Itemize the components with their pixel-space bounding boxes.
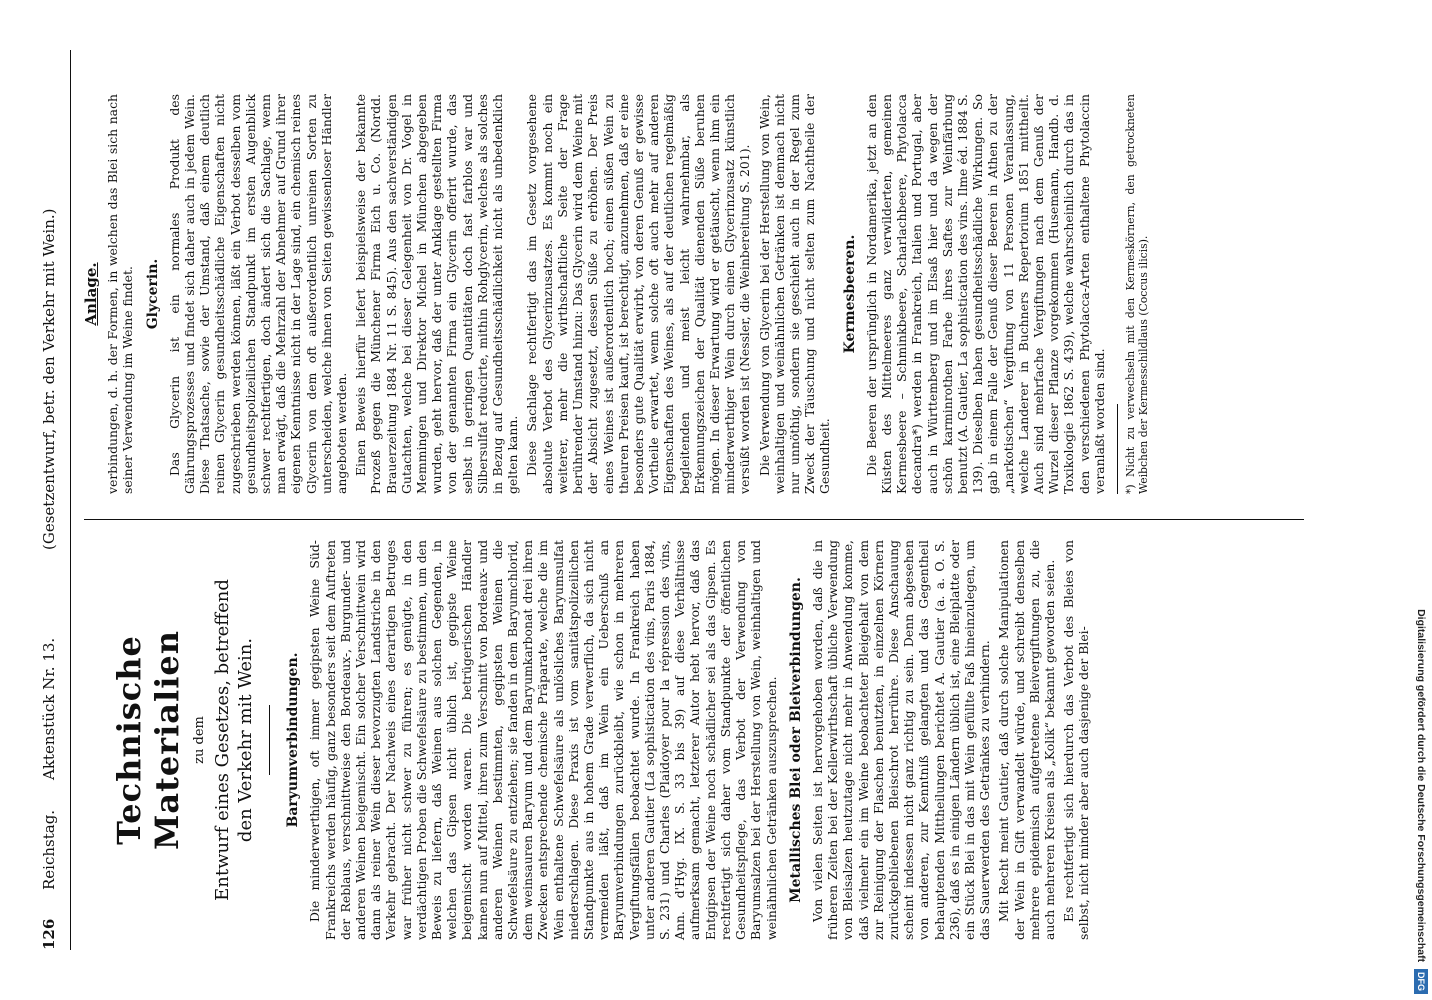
paragraph: verbindungen, d. h. der Formen, in welchen das Blei sich nach seiner Verwendung im Weine findet. [105,94,136,494]
section-heading: Kermesbeeren. [841,234,858,354]
footnote-rule [1117,404,1118,494]
left-column [84,540,1096,940]
title-subtitle: Entwurf eines Gesetzes, betreffend den Verkehr mit Wein. [212,579,257,901]
header-aktenstueck: Aktenstück Nr. 13. [40,637,58,780]
paragraph: Von vielen Seiten ist hervorgehoben worden, daß die in früheren Zeiten bei der Kellerwirthschaft übliche Verwendung von Bleisalzen heutzutage nicht mehr in Anwendung komme, daß vielmehr ein im Weine beobachteter Bleigehalt von dem zur Reinigung der Flaschen benutzten, in einzelnen Körnern zurückgebliebenen Bleischrot herrühre. Diese Anschauung scheint indessen nicht ganz richtig zu sein. Denn abgesehen von anderen, zur Kenntniß gelangten und das Gegentheil behauptenden Mittheilungen berichtet A. Gautier (a. a. O. S. 236), daß es in einigen Ländern üblich ist, eine Bleiplatte oder ein Stück Blei in das mit Wein gefüllte Faß hineinzulegen, um das Sauerwerden des Getränkes zu verhindern. [809,540,993,940]
paragraph: Diese Sachlage rechtfertigt das im Gesetz vorgesehene absolute Verbot des Glycerinzusatzes. Es kommt noch ein weiterer, mehr die wirthschaftliche Seite der Frage berührender Umstand hinzu: Das Glycerin wird dem Weine mit der Absicht zugesetzt, dessen Süße zu erhöhen. Der Preis eines Weines ist außerordentlich hoch; einen süßen Wein zu theuren Preisen kauft, ist berechtigt, anzunehmen, daß er eine besonders gute Qualität erwirbt, von deren Genuß er gewisse Vortheile erwartet, wenn solche oft auch mehr auf anderen Eigenschaften des Weines, als auf der deutlichen regelmäßig begleitenden und meist leicht wahrnehmbar, als Erkennungszeichen der Qualität dienenden Süße beruhen mögen. In dieser Erwartung wird er getäuscht, wenn ihm ein minderwerthiger Wein durch einen Glycerinzusatz künstlich versüßt worden ist (Nessler, die Weinbereitung S. 201). [524,94,753,494]
paragraph: Die Verwendung von Glycerin bei der Herstellung von Wein, weinhaltigen und weinähnlichen Getränken ist demnach nicht nur unnöthig, sondern sie geschieht auch in der Regel zum Zweck der Täuschung und nicht selten zum Nachtheile der Gesundheit. [756,94,833,494]
paragraph: Die minderwerthigen, oft immer gegipsten Weine Süd-Frankreichs werden häufig, ganz besonders seit dem Auftreten der Reblaus, verschnittweise den Bordeaux-, Burgunder- und anderen Weinen beigemischt. Ein solcher Verschnittwein wird dann als reiner Wein dieser bevorzugten Landstriche in den Verkehr gebracht. Der Nachweis eines derartigen Betruges war früher nicht schwer zu führen; es genügte, in den verdächtigen Proben die Schwefelsäure zu bestimmen, um den Beweis zu liefern, daß Weinen aus solchen Gegenden, in welchen das Gipsen nicht üblich ist, gegipste Weine beigemischt worden waren. Die betrügerischen Händler kamen nun auf Mittel, ihren zum Verschnitt von Bordeaux- und anderen Weinen bestimmten, gegipsten Weinen die Schwefelsäure zu entziehen; sie fanden in dem Baryumchlorid, dem weinsauren Baryum und dem Baryumkarbonat drei ihren Zwecken entsprechende chemische Präparate, welche die im Wein enthaltene Schwefelsäure als unlösliches Baryumsulfat niederschlagen. Diese Praxis ist vom sanitätspolizeilichen Standpunkte aus in hohem Grade verwerflich, da sich nicht vermeiden läßt, daß im Wein ein Ueberschuß an Baryumverbindungen zurückbleibt, wie schon in mehreren Vergiftungsfällen beobachtet wurde. In Frankreich haben unter anderen Gautier (La sophistication des vins, Paris 1884, S. 231) und Charles (Plaidoyer pour la répression des vins, Ann. d'Hyg. IX. S. 33 bis 39) auf diese Verhältnisse aufmerksam gemacht, letzterer Autor hebt hervor, daß das Entgipsen der Weine noch schädlicher sei als das Gipsen. Es rechtfertigt sich daher vom Standpunkte der öffentlichen Gesundheitspflege, das Verbot der Verwendung von Baryumsalzen bei der Herstellung von Wein, weinhaltigen und weinähnlichen Getränken auszusprechen. [307,540,779,940]
main-title: Technische Materialien [110,630,186,850]
header-gesetzentwurf: (Gesetzentwurf, betr. den Verkehr mit Wein.) [40,208,58,550]
title-rule [269,705,270,775]
dfg-logo: DFG [1414,969,1428,994]
page-number: 126 [40,918,58,950]
anlage-label: Anlage. [82,262,100,326]
digitization-credit-text: Digitalisierung gefördert durch die Deutsche Forschungsgemeinschaft [1415,609,1427,963]
right-column [84,94,1154,494]
header-reichstag: Reichstag. [40,809,58,890]
section-heading: Glycerin. [144,258,161,330]
paragraph: Einen Beweis hierfür liefert beispielsweise der bekannte Prozeß gegen die Münchener Firma Eich u. Co. (Nordd. Brauerzeitung 1884 Nr. 11 S. 845). Aus den sachverständigen Gutachten, welche bei dieser Gelegenheit von Dr. Vogel in Memmingen und Direktor Michel in München abgegeben wurden, geht hervor, daß der unter Anklage gestellten Firma von der genannten Firma ein Glycerin offerirt wurde, das selbst in geringen Quantitäten doch fast farblos war und Silbersulfat reducirte, mithin Rohglycerin, welches als solches in Bezug auf Gesundheitsschädlichkeit nicht als unbedenklich gelten kann. [353,94,521,494]
paragraph: Die Beeren der ursprünglich in Nordamerika, jetzt an den Küsten des Mittelmeeres ganz verwilderten, gemeinen Kermesbeere – Schminkbeere, Scharlachbeere, Phytolacca decandra*) werden in Frankreich, Italien und Portugal, aber auch in Württemberg und im Elsaß hier und da wegen der schön karminrothen Farbe ihres Saftes zur Weinfärbung benutzt (A. Gautier, La sophistication des vins. Ilme éd. 1884 S. 139). Dieselben haben gesundheitsschädliche Wirkungen. So gab in einem Falle der Genuß dieser Beeren in Athen zu der „narkotischen“ Vergiftung von 11 Personen Veranlassung, welche Landerer in Buchners Repertorium 1851 mittheilt. Auch sind mehrfache Vergiftungen nach dem Genuß der Wurzel dieser Pflanze vorgekommen (Husemann, Handb. d. Toxikologie 1862 S. 439), welche wahrscheinlich durch das in den verschiedenen Phytolacca-Arten enthaltene Phytolaccin veranlaßt worden sind. [863,94,1107,494]
paragraph: Es rechtfertigt sich hierdurch das Verbot des Bleies von selbst, nicht minder aber auch dasjenige der Blei- [1061,540,1092,940]
section-heading: Metallisches Blei oder Bleiverbindungen. [787,577,804,903]
section-heading: Baryumverbindungen. [285,652,302,828]
paragraph: Das Glycerin ist ein normales Produkt des Gährungsprozesses und findet sich daher auch in jedem Wein. Diese Thatsache, sowie der Umstand, daß einem deutlich reinen Glycerin gesundheitsschädliche Eigenschaften nicht zugeschrieben werden können, läßt ein Verbot desselben vom gesundheitspolizeilichen Standpunkt im ersten Augenblick schwer rechtfertigen, doch ändert sich die Sachlage, wenn man erwägt, daß die Mehrzahl der Abnehmer auf Grund ihrer eigenen Kenntnisse nicht in der Lage sind, ein chemisch reines Glycerin von dem oft außerordentlich unreinen Sorten zu unterscheiden, welche ihnen von Seiten gewissenloser Händler angeboten werden. [166,94,350,494]
footnote: *) Nicht zu verwechseln mit den Kermeskörnern, den getrockneten Weibchen der Kermesschildlaus (Coccus ilicis). [1124,94,1150,494]
title-zu-dem: zu dem [192,716,207,764]
header-rule [70,50,71,950]
paragraph: Mit Recht meint Gautier, daß durch solche Manipulationen der Wein in Gift verwandelt würde, und schreibt denselben mehrere epidemisch aufgetretene Bleivergiftungen zu, die auch mehreren Kreisen als „Kolik“ bekannt geworden seien. [996,540,1057,940]
page-header [40,50,68,950]
digitization-credit [1413,4,1429,994]
column-divider [84,519,1304,520]
